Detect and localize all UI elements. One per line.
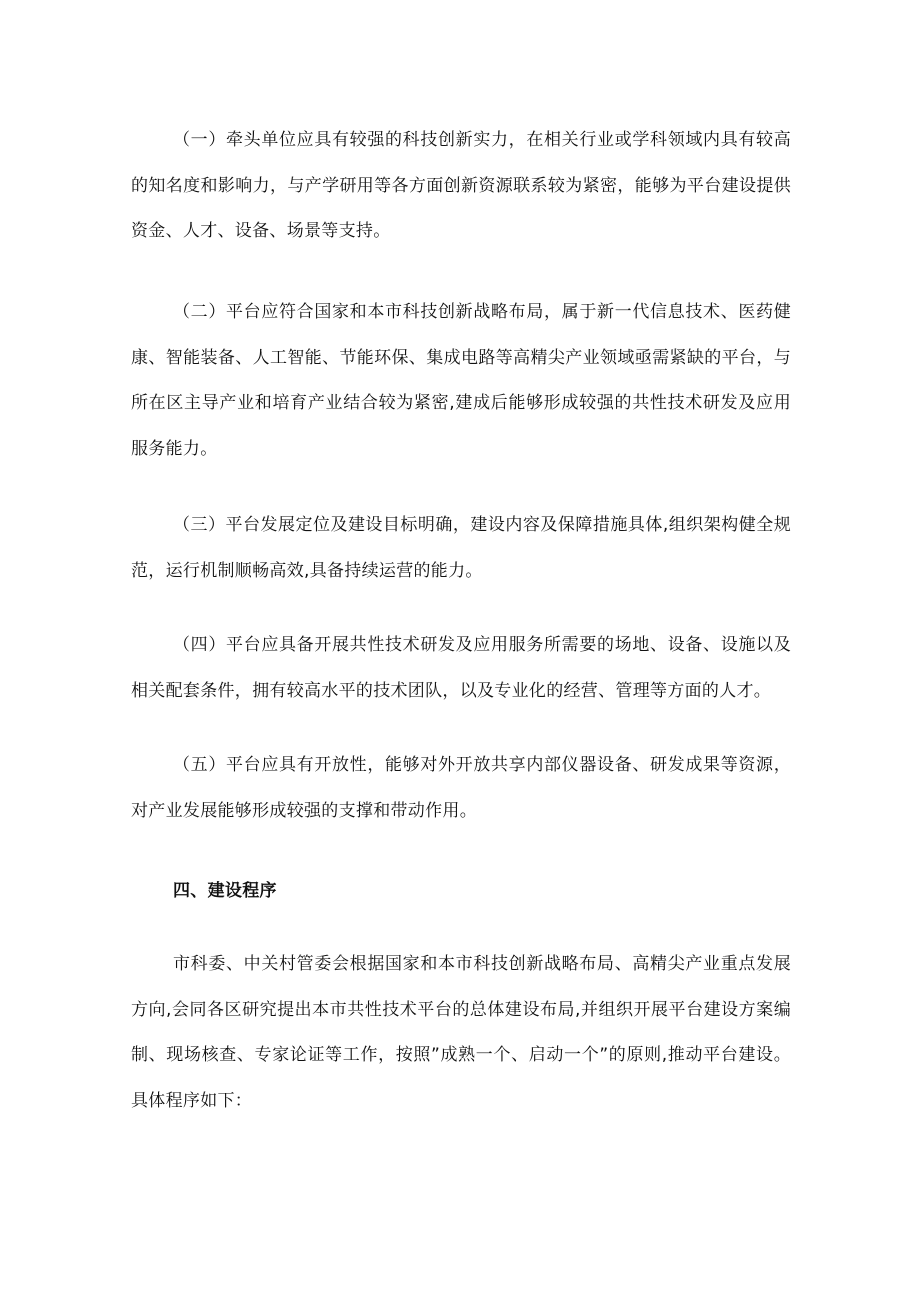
paragraph-criterion-4: （四）平台应具备开展共性技术研发及应用服务所需要的场地、设备、设施以及相关配套条件，拥有较高水平的技术团队，以及专业化的经营、管理等方面的人才。: [131, 635, 791, 701]
paragraph-criterion-1: （一）牵头单位应具有较强的科技创新实力，在相关行业或学科领域内具有较高的知名度和影响力，与产学研用等各方面创新资源联系较为紧密，能够为平台建设提供资金、人才、设备、场景等支持。: [131, 130, 791, 241]
paragraph-criterion-5: （五）平台应具有开放性，能够对外开放共享内部仪器设备、研发成果等资源，对产业发展能够形成较强的支撑和带动作用。: [131, 755, 791, 821]
paragraph-criterion-3: （三）平台发展定位及建设目标明确，建设内容及保障措施具体,组织架构健全规范，运行机制顺畅高效,具备持续运营的能力。: [131, 515, 791, 581]
paragraph-criterion-2: （二）平台应符合国家和本市科技创新战略布局，属于新一代信息技术、医药健康、智能装备、人工智能、节能环保、集成电路等高精尖产业领域亟需紧缺的平台，与所在区主导产业和培育产业结合较为紧密,建成后能够形成较强的共性技术研发及应用服务能力。: [131, 302, 791, 459]
section-heading: 四、建设程序: [173, 881, 277, 901]
section-paragraph: 市科委、中关村管委会根据国家和本市科技创新战略布局、高精尖产业重点发展方向,会同各区研究提出本市共性技术平台的总体建设布局,并组织开展平台建设方案编制、现场核查、专家论证等工作，按照”成熟一个、启动一个”的原则,推动平台建设。具体程序如下：: [131, 954, 791, 1111]
